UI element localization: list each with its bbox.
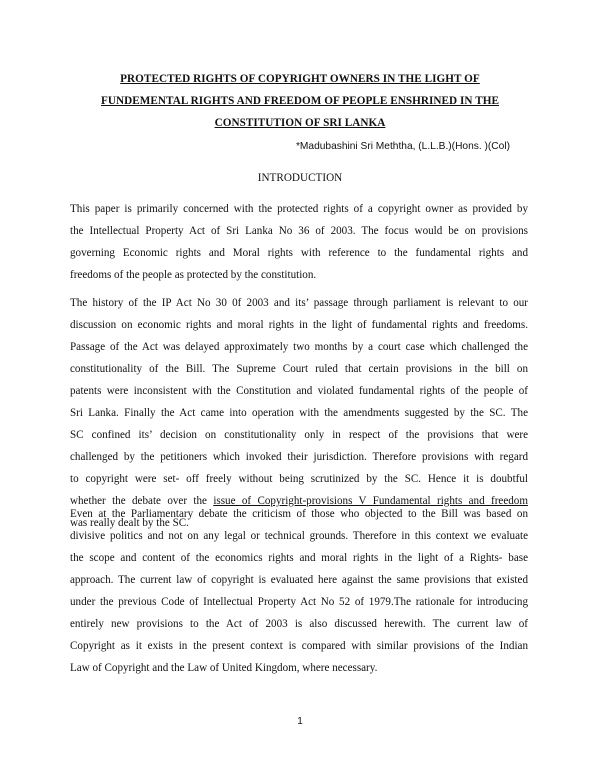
- paragraph-line: approach. The current law of copyright is evaluated here against the same provisions that existed: [70, 574, 528, 586]
- underlined-phrase: issue of Copyright-provisions V Fundamental rights and freedom: [213, 495, 528, 507]
- paragraph-line: the scope and content of the economics rights and moral rights in the light of a Rights- base: [70, 552, 528, 564]
- paragraph-line: to copyright were set- off freely without being scrutinized by the SC. Hence it is doubtful: [70, 473, 528, 485]
- paragraph-line: governing Economic rights and Moral rights with reference to the fundamental rights and: [70, 247, 528, 259]
- paragraph-3: [70, 503, 528, 679]
- paragraph-line: patents were inconsistent with the Constitution and violated fundamental rights of the people of: [70, 385, 528, 397]
- paragraph-line: entirely new provisions to the Act of 2003 is also discussed herewith. The current law of: [70, 618, 528, 630]
- paragraph-line: discussion on economic rights and moral rights in the light of fundamental rights and freedoms.: [70, 319, 528, 331]
- paragraph-line: under the previous Code of Intellectual Property Act No 52 of 1979.The rationale for introducing: [70, 596, 528, 608]
- paragraph-line: freedoms of the people as protected by the constitution.: [70, 269, 317, 281]
- paragraph-line: Law of Copyright and the Law of United Kingdom, where necessary.: [70, 662, 378, 674]
- paragraph-1: [70, 198, 528, 286]
- paragraph-line: was really dealt by the SC.: [70, 517, 189, 529]
- line-text: whether the debate over the: [70, 495, 214, 507]
- paragraph-line: This paper is primarily concerned with the protected rights of a copyright owner as provided by: [70, 203, 528, 215]
- author-line: *Madubashini Sri Meththa, (L.L.B.)(Hons. )(Col): [295, 141, 510, 152]
- title-line-2: FUNDEMENTAL RIGHTS AND FREEDOM OF PEOPLE ENSHRINED IN THE: [101, 95, 499, 107]
- paragraph-line: SC confined its’ decision on constitutionality only in respect of the provisions that were: [70, 429, 528, 441]
- section-heading: INTRODUCTION: [257, 172, 343, 184]
- title-line-3: CONSTITUTION OF SRI LANKA: [214, 117, 386, 129]
- paragraph-line: Sri Lanka. Finally the Act came into operation with the amendments suggested by the SC. The: [70, 407, 528, 419]
- paragraph-2: [70, 292, 528, 534]
- paragraph-line: the Intellectual Property Act of Sri Lanka No 36 of 2003. The focus would be on provisions: [70, 225, 528, 237]
- paragraph-line: Copyright as it exists in the present context is compared with similar provisions of the Indian: [70, 640, 528, 652]
- page-number: 1: [297, 716, 303, 727]
- paragraph-line: Passage of the Act was delayed approximately two months by a court case which challenged the: [70, 341, 528, 353]
- paragraph-line: divisive politics and not on any legal or technical grounds. Therefore in this context we evaluate: [70, 530, 528, 542]
- paper-title: [40, 68, 560, 134]
- paragraph-line: constitutionality of the Bill. The Supreme Court ruled that certain provisions in the bill on: [70, 363, 528, 375]
- title-line-1: PROTECTED RIGHTS OF COPYRIGHT OWNERS IN THE LIGHT OF: [120, 73, 480, 85]
- paragraph-line: The history of the IP Act No 30 0f 2003 and its’ passage through parliament is relevant to our: [70, 297, 528, 309]
- paragraph-line: challenged by the petitioners which invoked their jurisdiction. Therefore provisions with regard: [70, 451, 528, 463]
- paragraph-line: Even at the Parliamentary debate the criticism of those who objected to the Bill was based on: [70, 508, 528, 520]
